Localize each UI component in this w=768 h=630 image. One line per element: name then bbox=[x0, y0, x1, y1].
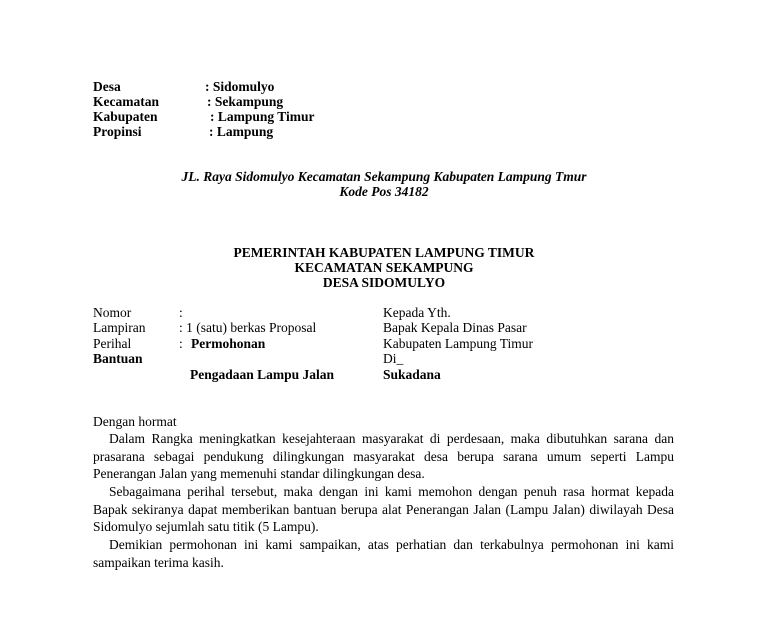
desa-value: : Sidomulyo bbox=[205, 79, 275, 94]
desa-label: Desa bbox=[93, 79, 121, 94]
body-paragraph-1-text: Dalam Rangka meningkatkan kesejahteraan masyarakat di perdesaan, maka dibutuhkan sarana dan prasarana sebagai pendukung dilingkungan masyarakat desa berupa sarana umum seperti Lampu Penerangan Jalan yang memenuhi standar dilingkungan desa. bbox=[93, 431, 674, 482]
recipient-line-4: Di_ bbox=[383, 351, 404, 366]
postal-code: Kode Pos 34182 bbox=[339, 184, 429, 199]
title-line-1: PEMERINTAH KABUPATEN LAMPUNG TIMUR bbox=[233, 245, 535, 260]
kabupaten-label: Kabupaten bbox=[93, 109, 158, 124]
pengadaan-value: Pengadaan Lampu Jalan bbox=[190, 367, 335, 382]
nomor-label: Nomor bbox=[93, 305, 132, 320]
body-paragraph-3 bbox=[93, 536, 674, 571]
address-line: JL. Raya Sidomulyo Kecamatan Sekampung Kabupaten Lampung Tmur bbox=[181, 169, 587, 184]
body-paragraph-2 bbox=[93, 483, 674, 536]
kecamatan-value: : Sekampung bbox=[207, 94, 284, 109]
perihal-value: Permohonan bbox=[191, 336, 266, 351]
propinsi-value: : Lampung bbox=[209, 124, 274, 139]
lampiran-value: : 1 (satu) berkas Proposal bbox=[179, 320, 317, 335]
perihal-label: Perihal bbox=[93, 336, 132, 351]
propinsi-label: Propinsi bbox=[93, 124, 142, 139]
kecamatan-label: Kecamatan bbox=[93, 94, 159, 109]
bantuan-label: Bantuan bbox=[93, 351, 143, 366]
title-line-2: KECAMATAN SEKAMPUNG bbox=[294, 260, 474, 275]
perihal-colon: : bbox=[179, 336, 183, 351]
recipient-line-2: Bapak Kepala Dinas Pasar bbox=[383, 320, 527, 335]
recipient-line-5: Sukadana bbox=[383, 367, 441, 382]
nomor-colon: : bbox=[179, 305, 183, 320]
body-paragraph-2-text: Sebagaimana perihal tersebut, maka dengan ini kami memohon dengan penuh rasa hormat kepada Bapak sekiranya dapat memberikan bantuan berupa alat Penerangan Jalan (Lampu Jalan) diwilayah Desa Sidomulyo sejumlah satu titik (5 Lampu). bbox=[93, 484, 674, 535]
title-line-3: DESA SIDOMULYO bbox=[322, 275, 446, 290]
recipient-line-1: Kepada Yth. bbox=[383, 305, 451, 320]
body-paragraph-3-text: Demikian permohonan ini kami sampaikan, atas perhatian dan terkabulnya permohonan ini kami sampaikan terima kasih. bbox=[93, 537, 674, 570]
greeting: Dengan hormat bbox=[93, 414, 177, 429]
recipient-line-3: Kabupaten Lampung Timur bbox=[383, 336, 533, 351]
lampiran-label: Lampiran bbox=[93, 320, 146, 335]
kabupaten-value: : Lampung Timur bbox=[210, 109, 315, 124]
body-paragraph-1 bbox=[93, 430, 674, 483]
